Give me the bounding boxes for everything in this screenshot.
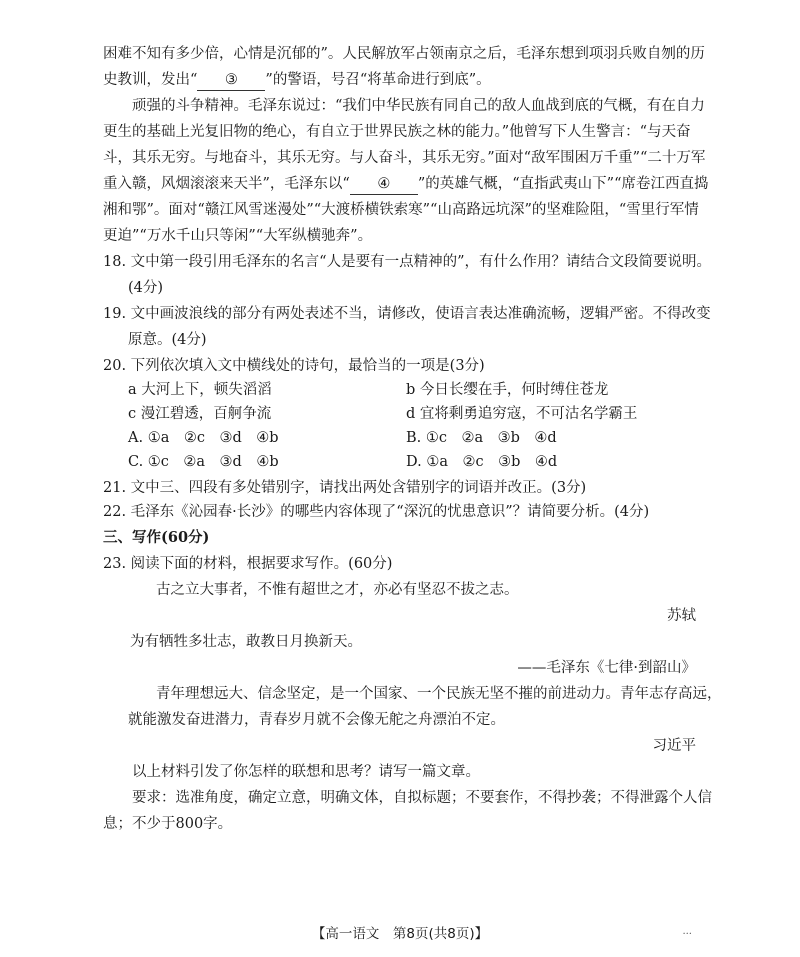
fill-blank-4: ④ [350, 174, 418, 195]
material-source-1: 苏轼 [667, 608, 696, 624]
question-18: 18. 文中第一段引用毛泽东的名言“人是要有一点精神的”，有什么作用？请结合文段简要说明。 [103, 254, 711, 270]
passage-paragraph-line: 斗，其乐无穷。与地奋斗，其乐无穷。与人奋斗，其乐无穷。”面对“敌军围困万千重”“二十万军 [103, 150, 706, 166]
option-b: b 今日长缨在手，何时缚住苍龙 [406, 382, 609, 398]
option-d: d 宜将剩勇追穷寇，不可沽名学霸王 [406, 406, 638, 422]
section-heading-writing: 三、写作(60分) [103, 529, 210, 546]
material-quote-3-cont: 就能激发奋进潜力，青春岁月就不会像无舵之舟漂泊不定。 [128, 712, 505, 728]
question-19: 19. 文中画波浪线的部分有两处表述不当，请修改，使语言表达准确流畅，逻辑严密。不得改变 [103, 306, 711, 322]
answer-D: D. ①a ②c ③b ④d [406, 454, 558, 470]
question-21: 21. 文中三、四段有多处错别字，请找出两处含错别字的词语并改正。(3分) [103, 480, 587, 496]
answer-B: B. ①c ②a ③b ④d [406, 430, 557, 446]
passage-text: ”的英雄气概，“直指武夷山下”“席卷江西直捣 [417, 176, 709, 192]
question-18-score: (4分) [128, 280, 164, 296]
passage-paragraph-line: 更生的基础上光复旧物的绝心，有自立于世界民族之林的能力。”他曾写下人生警言：“与天奋 [103, 124, 691, 140]
question-22: 22. 毛泽东《沁园春·长沙》的哪些内容体现了“深沉的忧患意识”？请简要分析。(4分) [103, 504, 650, 520]
option-c: c 漫江碧透，百舸争流 [128, 406, 272, 422]
passage-paragraph-line [103, 174, 708, 195]
passage-line-1: 困难不知有多少倍，心情是沉郁的”。人民解放军占领南京之后，毛泽东想到项羽兵败自刎的历 [103, 46, 705, 62]
material-quote-2: 为有牺牲多壮志，敢教日月换新天。 [130, 634, 362, 650]
writing-requirements: 要求：选准角度，确定立意，明确文体，自拟标题；不要套作，不得抄袭；不得泄露个人信 [132, 790, 712, 806]
passage-paragraph-line: 湘和鄂”。面对“赣江风雪迷漫处”“大渡桥横铁索寒”“山高路远坑深”的坚难险阻，“雪里行军情 [103, 202, 699, 218]
material-quote-3: 青年理想远大、信念坚定，是一个国家、一个民族无坚不摧的前进动力。青年志存高远， [156, 686, 722, 702]
corner-mark: ... [682, 926, 692, 937]
question-19-cont: 原意。(4分) [128, 332, 207, 348]
option-a: a 大河上下，顿失滔滔 [128, 382, 272, 398]
passage-line-2 [103, 70, 491, 91]
writing-prompt: 以上材料引发了你怎样的联想和思考？请写一篇文章。 [132, 764, 480, 780]
question-20: 20. 下列依次填入文中横线处的诗句，最恰当的一项是(3分) [103, 358, 485, 374]
passage-text: ”的警语，号召“将革命进行到底”。 [265, 72, 491, 88]
answer-A: A. ①a ②c ③d ④b [128, 430, 279, 446]
passage-text: 史教训，发出“ [103, 72, 198, 88]
material-source-3: 习近平 [652, 738, 696, 754]
page-footer: 【高一语文 第8页(共8页)】 [311, 926, 489, 942]
material-source-2: ——毛泽东《七律·到韶山》 [517, 660, 696, 676]
question-23: 23. 阅读下面的材料，根据要求写作。(60分) [103, 556, 393, 572]
material-quote-1: 古之立大事者，不惟有超世之才，亦必有坚忍不拔之志。 [156, 582, 519, 598]
fill-blank-3: ③ [197, 70, 265, 91]
passage-paragraph-line: 顽强的斗争精神。毛泽东说过：“我们中华民族有同自己的敌人血战到底的气概，有在自力 [132, 98, 705, 114]
answer-C: C. ①c ②a ③d ④b [128, 454, 279, 470]
passage-text: 重入赣，风烟滚滚来天半”，毛泽东以“ [103, 176, 350, 192]
passage-paragraph-line: 更迫”“万水千山只等闲”“大军纵横驰奔”。 [103, 228, 373, 244]
writing-requirements-cont: 息；不少于800字。 [103, 816, 233, 832]
